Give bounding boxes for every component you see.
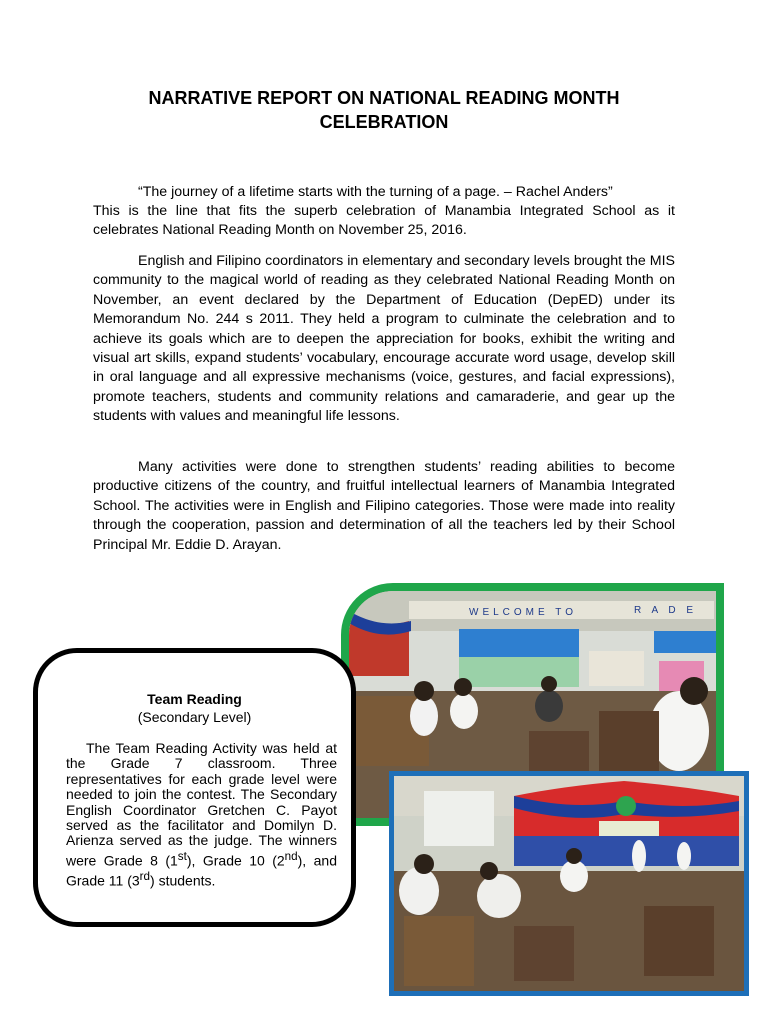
team-reading-end: ) students. (150, 872, 216, 889)
superscript-first: st (177, 849, 187, 863)
team-reading-text (66, 741, 337, 889)
team-reading-box (33, 648, 356, 927)
paragraph-activities: Many activities were done to strengthen students’ reading abilities to become productive citizens of the country, and fruitful intellectual learners of Manambia Integrated School. The activities were in English and Filipino categories. Those were made into reality through the cooperation, passion and determination of all the teachers led by their School Principal Mr. Eddie D. Arayan. (93, 459, 675, 553)
svg-text:WELCOME TO: WELCOME TO (469, 607, 577, 618)
superscript-third: rd (139, 869, 151, 883)
team-reading-title: Team Reading (147, 691, 242, 707)
classroom-photo-2-image (394, 776, 744, 991)
team-reading-subtitle: (Secondary Level) (137, 709, 252, 725)
team-reading-mid2: ), and Grade 11 (3 (66, 852, 337, 889)
intro-text: This is the line that fits the superb celebration of Manambia Integrated School as it celebrates National Reading Month on November 25, 2016. (93, 203, 675, 238)
svg-text:R A D E: R A D E (634, 605, 698, 616)
team-reading-mid1: ), Grade 10 (2 (186, 852, 285, 869)
intro-block (93, 183, 675, 240)
report-title: NARRATIVE REPORT ON NATIONAL READING MONTH CELEBRATION (148, 88, 620, 132)
opening-quote: “The journey of a lifetime starts with the turning of a page. – Rachel Anders” (138, 184, 613, 200)
paragraph-coordinators: English and Filipino coordinators in elementary and secondary levels brought the MIS community to the magical world of reading as they celebrated National Reading Month on November, an event declared by the Department of Education (DepED) under its Memorandum No. 244 s 2011. They held a program to culminate the celebration and to achieve its goals which are to deepen the appreciation for books, exhibit the writing and visual art skills, expand students’ vocabulary, encourage accurate word usage, develop skill in oral language and all expressive mechanisms (voice, gestures, and facial expressions), promote teachers, students and community relations and camaraderie, and gear up the students with values and meaningful life lessons. (93, 253, 675, 425)
classroom-photo-2 (389, 771, 749, 996)
superscript-second: nd (284, 849, 298, 863)
team-reading-body: The Team Reading Activity was held at the Grade 7 classroom. Three representatives for each grade level were needed to join the contest. The Secondary English Coordinator Gretchen C. Payot served as the facilitator and Domilyn D. Arienza served as the judge. The winners were Grade 8 (1 (66, 740, 337, 869)
